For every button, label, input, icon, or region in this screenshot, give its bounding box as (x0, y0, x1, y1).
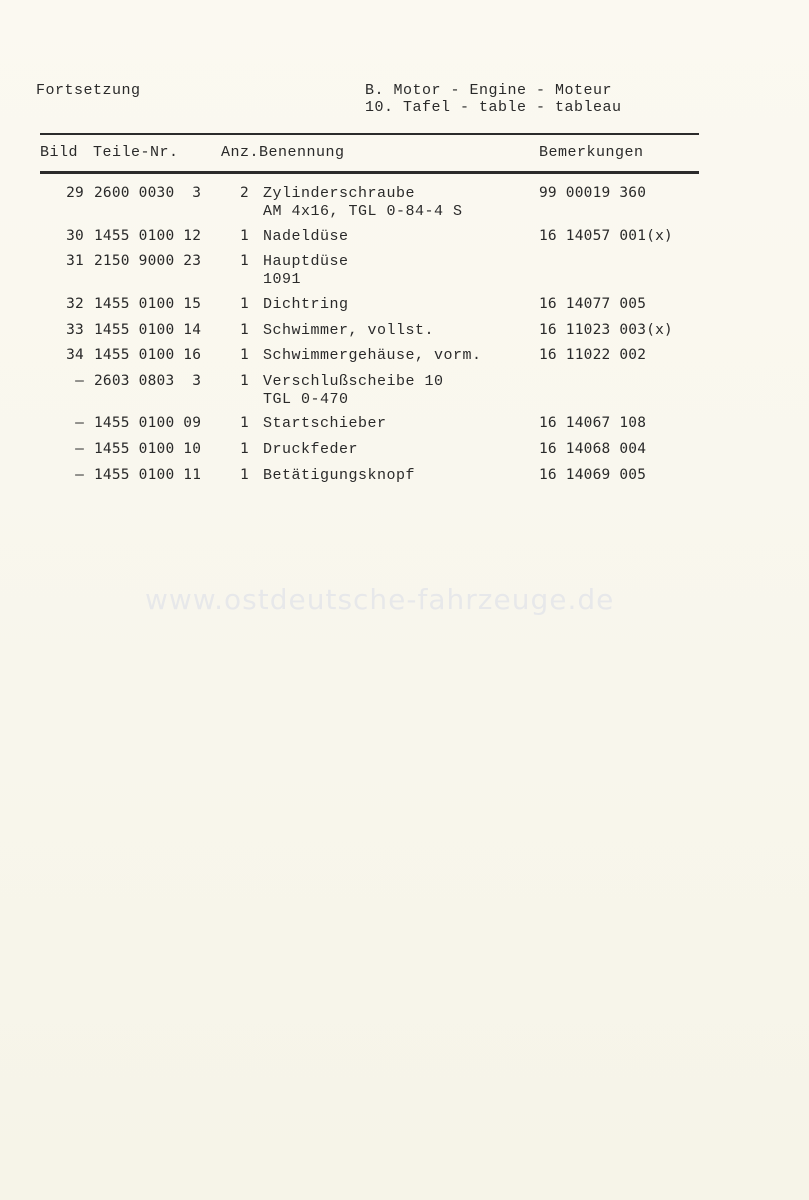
row-part-number: 2603 0803 3 (94, 373, 202, 389)
continuation-label: Fortsetzung (36, 82, 141, 99)
row-name: Dichtring (263, 296, 349, 313)
row-remark: 16 14068 004 (539, 441, 647, 457)
column-header-teile-nr: Teile-Nr. (93, 144, 179, 161)
row-part-number: 2150 9000 23 (94, 253, 202, 269)
row-quantity: 1 (240, 441, 249, 457)
row-quantity: 2 (240, 185, 249, 201)
row-name: Schwimmer, vollst. (263, 322, 435, 339)
row-bild: – (75, 441, 84, 457)
table-row (0, 185, 809, 225)
row-name: Verschlußscheibe 10 TGL 0-470 (263, 373, 444, 408)
row-bild: – (75, 373, 84, 389)
header-rule-bottom (40, 171, 699, 174)
row-part-number: 1455 0100 12 (94, 228, 202, 244)
row-remark: 16 11023 003(x) (539, 322, 673, 338)
row-part-number: 1455 0100 09 (94, 415, 202, 431)
row-name: Zylinderschraube AM 4x16, TGL 0-84-4 S (263, 185, 463, 220)
row-bild: 33 (66, 322, 84, 338)
header-rule-top (40, 133, 699, 135)
row-quantity: 1 (240, 467, 249, 483)
column-header-bild: Bild (40, 144, 79, 161)
row-part-number: 1455 0100 10 (94, 441, 202, 457)
row-bild: 29 (66, 185, 84, 201)
row-part-number: 1455 0100 15 (94, 296, 202, 312)
row-part-number: 2600 0030 3 (94, 185, 202, 201)
row-part-number: 1455 0100 14 (94, 322, 202, 338)
row-name: Druckfeder (263, 441, 359, 458)
row-name: Schwimmergehäuse, vorm. (263, 347, 482, 364)
column-header-bemerkungen: Bemerkungen (539, 144, 644, 161)
row-remark: 16 14057 001(x) (539, 228, 673, 244)
row-remark: 16 14067 108 (539, 415, 647, 431)
row-quantity: 1 (240, 296, 249, 312)
table-row (0, 253, 809, 293)
row-bild: 34 (66, 347, 84, 363)
row-bild: – (75, 467, 84, 483)
row-quantity: 1 (240, 415, 249, 431)
row-bild: 30 (66, 228, 84, 244)
row-remark: 16 14077 005 (539, 296, 647, 312)
table-row (0, 373, 809, 413)
table-title: 10. Tafel - table - tableau (365, 99, 622, 116)
row-name: Hauptdüse 1091 (263, 253, 349, 288)
row-name: Betätigungsknopf (263, 467, 416, 484)
row-quantity: 1 (240, 347, 249, 363)
row-part-number: 1455 0100 11 (94, 467, 202, 483)
row-name: Startschieber (263, 415, 387, 432)
row-bild: – (75, 415, 84, 431)
row-part-number: 1455 0100 16 (94, 347, 202, 363)
row-remark: 99 00019 360 (539, 185, 647, 201)
row-quantity: 1 (240, 253, 249, 269)
row-bild: 32 (66, 296, 84, 312)
row-bild: 31 (66, 253, 84, 269)
row-quantity: 1 (240, 322, 249, 338)
table-row (0, 467, 809, 507)
row-name: Nadeldüse (263, 228, 349, 245)
row-quantity: 1 (240, 228, 249, 244)
column-header-anz-benennung: Anz.Benennung (221, 144, 345, 161)
watermark: www.ostdeutsche-fahrzeuge.de (145, 583, 615, 616)
row-remark: 16 11022 002 (539, 347, 647, 363)
row-remark: 16 14069 005 (539, 467, 647, 483)
section-title: B. Motor - Engine - Moteur (365, 82, 613, 99)
row-quantity: 1 (240, 373, 249, 389)
